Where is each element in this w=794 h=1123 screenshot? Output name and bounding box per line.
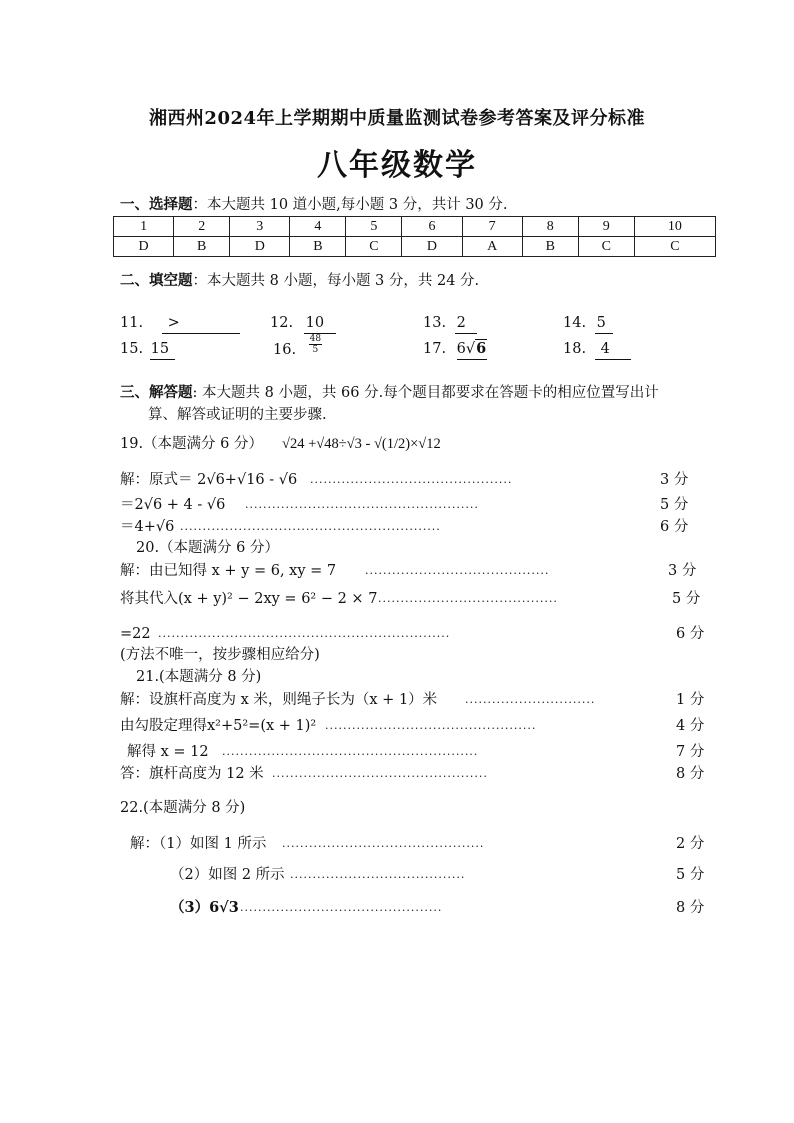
table-cell: 10 (634, 217, 715, 237)
leader-dots: ......................................................... (222, 745, 479, 758)
table-cell: 9 (578, 217, 634, 237)
step-text: 解：由已知得 x + y = 6, xy = 7 (120, 563, 337, 579)
table-cell: B (174, 237, 230, 257)
fraction-numerator: 48 (309, 334, 322, 344)
document-subtitle: 八年级数学 (317, 148, 477, 183)
step-text: 解：原式＝ 2√6+√16 - √6 (120, 472, 298, 488)
item-number: 14. (563, 315, 587, 331)
step-score: 5 分 (660, 497, 689, 513)
table-cell: C (346, 237, 402, 257)
fill-answer: 2 (455, 313, 477, 334)
leader-dots: ............................................. (282, 837, 485, 850)
q20-step-1 (120, 561, 700, 581)
leader-dots: .................................................... (245, 498, 479, 511)
fill-item-16 (273, 334, 322, 358)
fill-answer: > (162, 313, 240, 334)
table-cell: A (462, 237, 522, 257)
table-cell: 2 (174, 217, 230, 237)
fill-item-12 (270, 313, 336, 334)
item-number: 17. (423, 341, 447, 357)
step-score: 5 分 (672, 591, 701, 607)
section1-desc: ：本大题共 10 道小题,每小题 3 分，共计 30 分. (192, 197, 508, 213)
fill-answer: 10 (304, 313, 336, 334)
fill-item-18 (563, 339, 631, 360)
q21-title: 21.(本题满分 8 分) (136, 669, 262, 685)
q21-step-1 (120, 690, 706, 710)
step-text: 解：设旗杆高度为 x 米，则绳子长为（x + 1）米 (120, 692, 438, 708)
step-score: 4 分 (676, 718, 705, 734)
q20-step-2 (120, 589, 700, 609)
fill-answer: 4 (595, 339, 631, 360)
step-text: 解：（1）如图 1 所示 (130, 836, 267, 852)
document-title: 湘西州2024年上学期期中质量监测试卷参考答案及评分标准 (148, 108, 646, 129)
leader-dots: ............................................... (325, 719, 537, 732)
answer-coefficient: 6 (456, 341, 466, 357)
table-cell: D (230, 237, 290, 257)
table-cell: 3 (230, 217, 290, 237)
q19-step-2 (120, 495, 700, 515)
item-number: 15. (120, 341, 144, 357)
section3-heading: 三、解答题 (120, 384, 193, 401)
item-number: 12. (270, 315, 294, 331)
fill-item-15 (120, 339, 175, 360)
q22-step-3 (170, 898, 710, 918)
section2-header (120, 271, 479, 291)
section3-header (120, 383, 659, 403)
step-score: 1 分 (676, 692, 705, 708)
step-score: 6 分 (676, 626, 705, 642)
leader-dots: ............................. (465, 693, 596, 706)
item-number: 13. (423, 315, 447, 331)
item-number: 16. (273, 341, 297, 358)
leader-dots: ......................................... (365, 564, 550, 577)
table-cell: 1 (114, 217, 174, 237)
step-text: （2）如图 2 所示 (170, 867, 285, 883)
leader-dots: ................................................ (272, 767, 488, 780)
fill-item-14 (563, 313, 613, 334)
radicand: 6 (476, 340, 487, 357)
table-cell: C (578, 237, 634, 257)
table-cell: 4 (290, 217, 346, 237)
section2-heading: 二、填空题 (120, 272, 193, 289)
section2-desc: ：本大题共 8 小题，每小题 3 分，共 24 分. (192, 273, 480, 289)
table-cell: C (634, 237, 715, 257)
table-row-numbers (114, 217, 716, 237)
step-score: 5 分 (676, 867, 705, 883)
q19-step-3 (120, 517, 700, 537)
table-cell: B (290, 237, 346, 257)
table-cell: 8 (522, 217, 578, 237)
step-text: ＝2√6 + 4 - √6 (120, 497, 226, 513)
choice-answer-table (113, 216, 716, 257)
fill-item-13 (423, 313, 477, 334)
q19-step-1 (120, 470, 700, 490)
q20-title: 20.（本题满分 6 分） (136, 540, 280, 556)
q20-step-3 (120, 624, 705, 644)
step-text: 由勾股定理得x²+5²=(x + 1)² (120, 718, 317, 734)
section1-header (120, 195, 508, 215)
q21-step-2 (120, 716, 706, 736)
q20-note: (方法不唯一，按步骤相应给分) (120, 647, 320, 663)
leader-dots: ................................................................. (158, 627, 451, 640)
table-cell: 6 (402, 217, 462, 237)
item-number: 11. (120, 315, 144, 331)
table-row-answers (114, 237, 716, 257)
step-score: 3 分 (668, 563, 697, 579)
table-cell: D (114, 237, 174, 257)
leader-dots: .......................................................... (180, 520, 441, 533)
table-cell: B (522, 237, 578, 257)
fill-answer: 5 (595, 313, 613, 334)
step-text: 将其代入(x + y)² − 2xy = 6² − 2 × 7 (120, 591, 378, 607)
table-cell: D (402, 237, 462, 257)
leader-dots: ........................................ (378, 592, 558, 605)
q21-step-3 (127, 742, 713, 762)
leader-dots: ............................................. (240, 901, 443, 914)
step-text: 解得 x = 12 (127, 744, 209, 760)
step-score: 8 分 (676, 900, 705, 916)
fill-item-11 (120, 313, 240, 334)
fill-answer: 15 (150, 339, 175, 360)
step-score: 8 分 (676, 766, 705, 782)
q21-step-4 (120, 764, 706, 784)
fraction (309, 334, 322, 355)
q22-step-1 (130, 834, 710, 854)
q22-title: 22.(本题满分 8 分) (120, 800, 246, 816)
q19-expression: √24 +√48÷√3 - √(1/2)×√12 (282, 436, 441, 452)
step-score: 2 分 (676, 836, 705, 852)
step-score: 7 分 (676, 744, 705, 760)
step-text: ＝4+√6 (120, 519, 175, 535)
section3-desc-continued: 算、解答或证明的主要步骤. (148, 407, 327, 423)
fill-item-17 (423, 339, 487, 360)
section3-desc: : 本大题共 8 小题，共 66 分.每个题目都要求在答题卡的相应位置写出计 (192, 385, 659, 401)
leader-dots: ....................................... (290, 868, 466, 881)
step-text: =22 (120, 626, 151, 642)
q22-step-2 (170, 865, 710, 885)
table-cell: 5 (346, 217, 402, 237)
sqrt-sign: √6 (465, 340, 487, 357)
step-score: 6 分 (660, 519, 689, 535)
fill-answer (457, 339, 488, 360)
q19-title: 19.（本题满分 6 分） (120, 436, 264, 452)
fraction-denominator: 5 (312, 345, 319, 355)
section1-heading: 一、选择题 (120, 196, 193, 213)
step-score: 3 分 (660, 472, 689, 488)
table-cell: 7 (462, 217, 522, 237)
step-text: 答：旗杆高度为 12 米 (120, 766, 264, 782)
leader-dots: ............................................. (310, 473, 513, 486)
item-number: 18. (563, 341, 587, 357)
step-text: （3）6√3 (170, 899, 239, 916)
